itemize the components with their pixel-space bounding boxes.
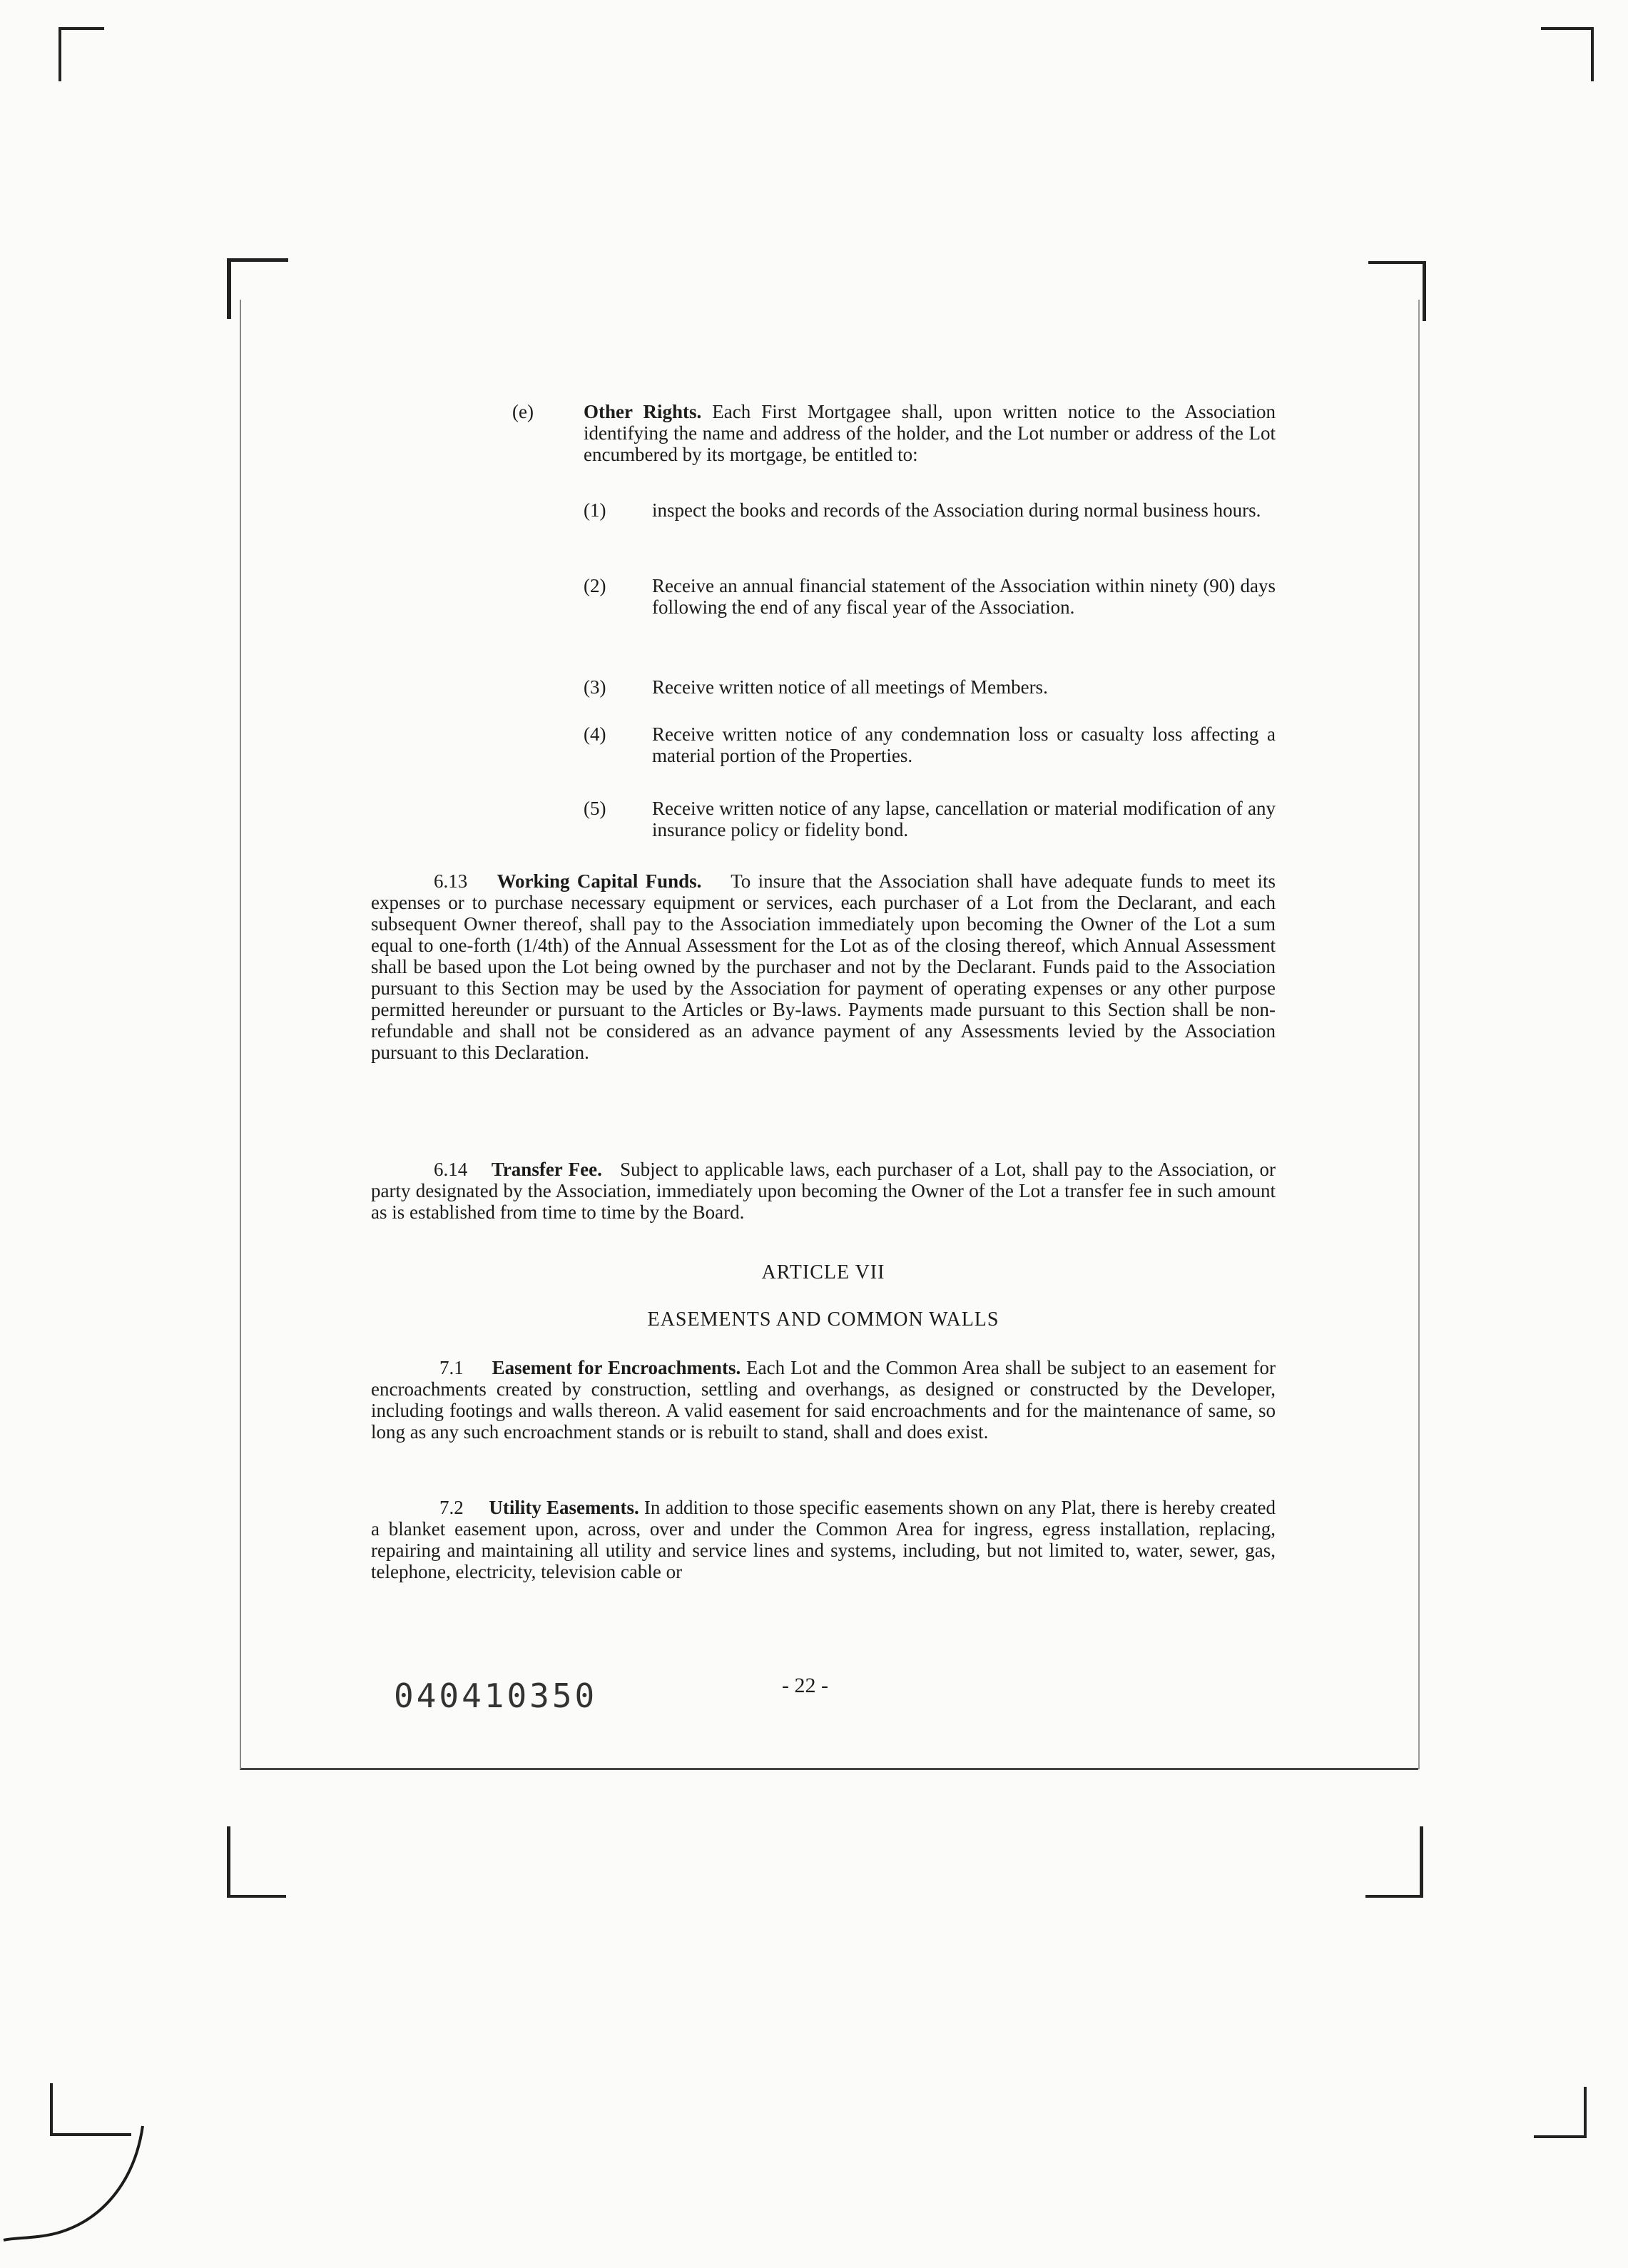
section-7-1-paragraph	[371, 1357, 1276, 1443]
section-7-2-text: In addition to those specific easements shown on any Plat, there is hereby created a blanket easement upon, across, over and under the Common Area for ingress, egress installation, replacing, repairing and maintaining all utility and service lines and systems, including, but not limited to, water, sewer, gas, telephone, electricity, television cable or	[371, 1497, 1276, 1582]
item-5-number: (5)	[584, 798, 606, 819]
section-6-14-title: Transfer Fee.	[491, 1159, 602, 1180]
crop-mark-top-right-outer	[1541, 27, 1594, 81]
item-1-number: (1)	[584, 499, 606, 521]
item-3-number: (3)	[584, 676, 606, 698]
section-7-1-text: Each Lot and the Common Area shall be subject to an easement for encroachments created by construction, settling and overhangs, as designed or constructed by the Developer, including footings and walls thereon. A valid easement for said encroachments and for the maintenance of same, so long as any such encroachment stands or is rebuilt to stand, shall and does exist.	[371, 1357, 1276, 1443]
item-2-text: Receive an annual financial statement of the Association within ninety (90) days following the end of any fiscal year of the Association.	[652, 575, 1276, 618]
section-7-2-title: Utility Easements.	[489, 1497, 639, 1518]
crop-mark-bottom-right-inner	[1365, 1826, 1423, 1898]
crop-mark-top-left-outer	[58, 27, 104, 81]
section-6-13-paragraph	[371, 870, 1276, 1063]
section-e-title: Other Rights.	[584, 401, 702, 422]
section-e-label: (e)	[512, 401, 534, 422]
section-6-13-title: Working Capital Funds.	[497, 870, 702, 892]
item-5-text: Receive written notice of any lapse, cancellation or material modification of any insurance policy or fidelity bond.	[652, 798, 1276, 840]
crop-mark-top-left-inner	[227, 258, 288, 319]
page-right-edge	[1418, 300, 1420, 1769]
section-7-1-number: 7.1	[439, 1357, 464, 1378]
item-4-number: (4)	[584, 723, 606, 745]
section-e-text: Each First Mortgagee shall, upon written notice to the Association identifying the name and address of the holder, and the Lot number or address of the Lot encumbered by its mortgage, be entitled to:	[584, 401, 1276, 465]
crop-mark-bottom-right-outer	[1534, 2087, 1587, 2138]
section-6-14-number: 6.14	[434, 1159, 468, 1180]
page-number: - 22 -	[782, 1674, 828, 1697]
page-left-edge	[240, 300, 241, 1769]
page-bottom-edge	[240, 1768, 1418, 1770]
section-7-2-paragraph	[371, 1497, 1276, 1582]
pen-stroke-mark	[0, 2112, 171, 2268]
section-6-14-paragraph	[371, 1159, 1276, 1223]
item-3-text: Receive written notice of all meetings of Members.	[652, 676, 1048, 698]
article-subheading: EASEMENTS AND COMMON WALLS	[647, 1308, 999, 1331]
section-7-2-number: 7.2	[439, 1497, 464, 1518]
item-4-text: Receive written notice of any condemnation loss or casualty loss affecting a material portion of the Properties.	[652, 723, 1276, 766]
section-e-paragraph	[584, 401, 1276, 465]
item-2-number: (2)	[584, 575, 606, 596]
article-heading: ARTICLE VII	[761, 1261, 885, 1283]
section-6-13-text: To insure that the Association shall have adequate funds to meet its expenses or to purchase necessary equipment or services, each purchaser of a Lot from the Declarant, and each subsequent Owner thereof, shall pay to the Association immediately upon becoming the Owner of the Lot a sum equal to one-forth (1/4th) of the Annual Assessment for the Lot as of the closing thereof, which Annual Assessment shall be based upon the Lot being owned by the purchaser and not by the Declarant. Funds paid to the Association pursuant to this Section may be used by the Association for payment of operating expenses or any other purpose permitted hereunder or pursuant to the Articles or By-laws. Payments made pursuant to this Section shall be non-refundable and shall not be considered as an advance payment of any Assessments levied by the Association pursuant to this Declaration.	[371, 870, 1276, 1063]
item-1-text: inspect the books and records of the Association during normal business hours.	[652, 499, 1261, 521]
crop-mark-top-right-inner	[1368, 261, 1426, 321]
section-6-13-number: 6.13	[434, 870, 468, 892]
crop-mark-bottom-left-inner	[227, 1826, 286, 1898]
section-7-1-title: Easement for Encroachments.	[492, 1357, 741, 1378]
document-number: 040410350	[394, 1677, 598, 1715]
section-6-14-text: Subject to applicable laws, each purchaser of a Lot, shall pay to the Association, or party designated by the Association, immediately upon becoming the Owner of the Lot a transfer fee in such amount as is established from time to time by the Board.	[371, 1159, 1276, 1223]
